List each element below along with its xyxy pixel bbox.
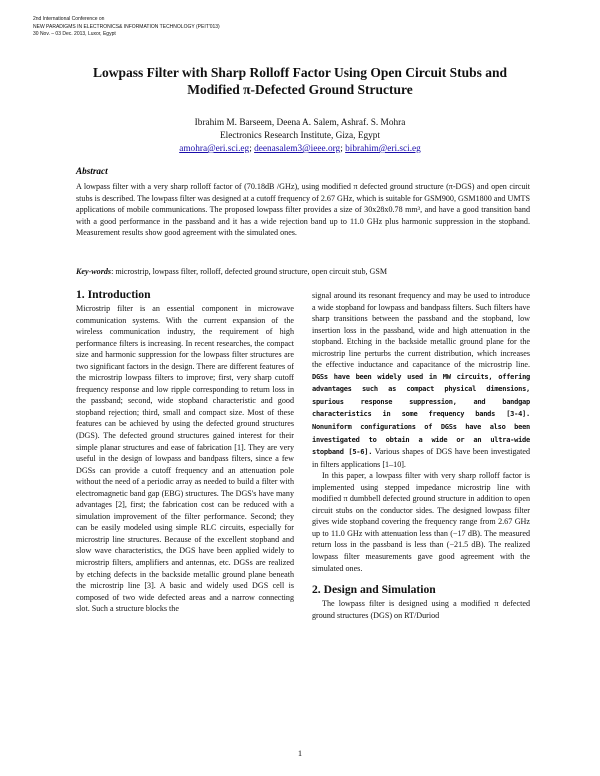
conference-line-3: 30 Nov. – 03 Dec. 2013, Luxor, Egypt — [33, 31, 116, 38]
intro-paragraph-2-end: Various shapes of DGS have been investigated in filters applications [1–10]. — [312, 447, 530, 469]
author-block — [40, 117, 560, 156]
abstract-text — [76, 181, 530, 239]
intro-paragraph-1: Microstrip filter is an essential component in microwave communication systems. With the current expansion of the wireless communication industry, the requirement of high performance filters is increasing. In recent researches, the compact size and harmonic suppression for the lowpass filter structures are two significant factors in the design. There are different features of the microstrip lowpass filters to improve; first, very sharp cutoff frequency response and low ripple corresponding to return loss in the passband; second, wide stopband characteristic and good stopband rejection; third, small and compact size. Most of these features can be achieved by using the defected ground structures (DGS). The defected ground structures gained interest for their simple planar structures and ease of fabrication [1]. They are very useful in the design of lowpass and bandpass filters, since a few DGSs can provide a cutoff frequency and an attenuation pole without the need of a periodic array as needed to build a filter with electromagnetic band gap (EBG) structures. The DGS's have many advantages [2], first; the fabrication cost can be reduced with a simulation improvement of the filter performance. Second; they can be easily modeled using simple RLC circuits, especially for microstrip line structures. Because of the excellent stopband and slow wave characteristics, the DGS have been applied widely to microstrip filters, amplifiers and antennas, etc. DGSs are realized by etching defects in the backside metallic ground plane beneath the microstrip line [3]. A basic and widely used DGS cell is composed of two wide defected areas and a narrow connecting slot. Such a structure blocks the — [76, 304, 294, 614]
left-column — [76, 288, 294, 615]
keywords-label: Key-words — [76, 267, 112, 276]
title-line-1: Lowpass Filter with Sharp Rolloff Factor Using Open Circuit Stubs and — [92, 65, 508, 80]
author-names: Ibrahim M. Barseem, Deena A. Salem, Ashraf. S. Mohra — [194, 118, 406, 128]
intro-paragraph-2 — [312, 290, 530, 470]
email-link-barseem[interactable]: bibrahim@eri.sci.eg — [345, 144, 421, 154]
title-line-2: Modified π-Defected Ground Structure — [187, 82, 413, 97]
keywords — [76, 266, 530, 278]
intro-paragraph-2-typewriter: DGSs have been widely used in MW circuits, offering advantages such as compact physical dimensions, spurious response suppression, and bandgap characteristics in some frequency bands [3-4]. Nonuniform configurations of DGSs have also been investigated to obtain a wide or an ultra-wide stopband [5-6]. — [312, 372, 530, 457]
intro-paragraph-2-start: signal around its resonant frequency and may be used to introduce a wide stopband for lowpass and bandpass filters. Such filters have sharp transitions between the passband and the stopband, low insertion loss in the passband, wide and high attenuation in the stopband. Etching in the backside metallic ground plane for the microstrip line perturbs the current distribution, which increases the effective inductance and capacitance of the microstrip line. — [312, 291, 530, 370]
conference-line-2: NEW PARADIGMS IN ELECTRONICS& INFORMATION TECHNOLOGY (PEIT'013) — [33, 23, 220, 30]
conference-header — [33, 16, 220, 39]
email-link-mohra[interactable]: amohra@eri.sci.eg — [179, 144, 250, 154]
email-separator: ; — [249, 144, 252, 154]
email-link-salem[interactable]: deenasalem3@ieee.org — [254, 144, 341, 154]
section-heading-introduction: 1. Introduction — [76, 288, 151, 301]
design-paragraph-1: The lowpass filter is designed using a modified π defected ground structures (DGS) on RT/Duriod — [312, 599, 530, 620]
right-column — [312, 290, 530, 621]
conference-line-1: 2nd International Conference on — [33, 16, 105, 22]
email-separator: ; — [340, 144, 343, 154]
paper-title — [40, 64, 560, 98]
author-affiliation: Electronics Research Institute, Giza, Egypt — [219, 131, 381, 141]
abstract-heading: Abstract — [76, 166, 108, 176]
abstract-body: A lowpass filter with a very sharp rolloff factor of (70.18dB /GHz), using modified π defected ground structure (π-DGS) and open circuit stubs is described. The lowpass filter was designed at a cutoff frequency of 2.67 GHz, which is suitable for GSM900, GSM1800 and UMTS applications of mobile communications. The proposed lowpass filter provides a size of 30x28x0.78 mm³, and have a good transition band with a good performance in the passband and it has a wide rejection band up to 11.0 GHz plus harmonic suppression in the stopband. Measurement results show good agreement with the simulated ones. — [76, 182, 530, 238]
page-number: 1 — [297, 748, 303, 758]
section-heading-design: 2. Design and Simulation — [312, 583, 436, 597]
keywords-text: : microstrip, lowpass filter, rolloff, defected ground structure, open circuit stub, GSM — [111, 267, 388, 276]
author-emails — [40, 143, 560, 156]
intro-paragraph-3: In this paper, a lowpass filter with very sharp rolloff factor is implemented using stepped impedance microstrip line with modified π dumbbell defected ground structure in addition to open circuit stubs on the conductor sides. The designed lowpass filter gives wide stopband covering the frequency range from 2.67 GHz up to 11.0 GHz with attenuation less than (−17 dB). The measured return loss in the passband is less than (−21.5 dB). The realized lowpass filter measurements gave good agreement with the simulated ones. — [312, 471, 530, 573]
